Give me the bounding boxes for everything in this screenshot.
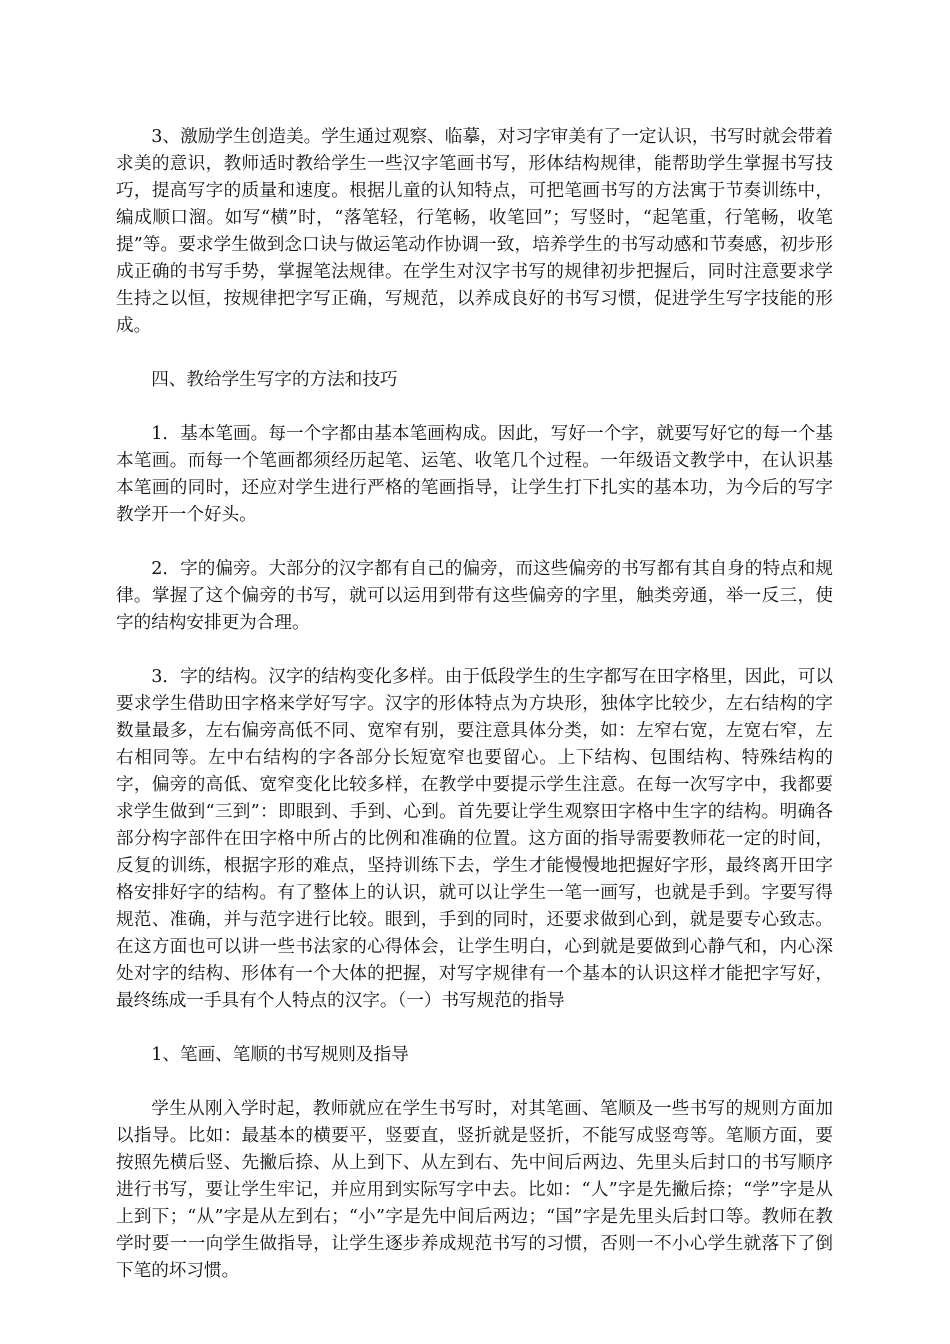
subheading-stroke-order: 1、笔画、笔顺的书写规则及指导 <box>151 1045 409 1065</box>
paragraph-radicals: 2．字的偏旁。大部分的汉字都有自己的偏旁，而这些偏旁的书写都有其自身的特点和规律。掌握了这个偏旁的书写，就可以运用到带有这些偏旁的字里，触类旁通，举一反三，使字的结构安排更为合理。 <box>116 559 833 633</box>
paragraph-encourage-beauty: 3、激励学生创造美。学生通过观察、临摹，对习字审美有了一定认识，书写时就会带着求美的意识，教师适时教给学生一些汉字笔画书写，形体结构规律，能帮助学生掌握书写技巧，提高写字的质量和速度。根据儿童的认知特点，可把笔画书写的方法寓于节奏训练中，编成顺口溜。如写“横”时，“落笔轻，行笔畅，收笔回”；写竖时，“起笔重，行笔畅，收笔提”等。要求学生做到念口诀与做运笔动作协调一致，培养学生的书写动感和节奏感，初步形成正确的书写手势，掌握笔法规律。在学生对汉字书写的规律初步把握后，同时注意要求学生持之以恒，按规律把字写正确，写规范，以养成良好的书写习惯，促进学生写字技能的形成。 <box>116 127 833 336</box>
document-body <box>116 124 833 1312</box>
paragraph-basic-strokes: 1．基本笔画。每一个字都由基本笔画构成。因此，写好一个字，就要写好它的每一个基本笔画。而每一个笔画都须经历起笔、运笔、收笔几个过程。一年级语文教学中，在认识基本笔画的同时，还应对学生进行严格的笔画指导，让学生打下扎实的基本功，为今后的写字教学开一个好头。 <box>116 424 833 525</box>
section-heading-methods: 四、教给学生写字的方法和技巧 <box>151 370 398 390</box>
paragraph-stroke-order-guidance: 学生从刚入学时起，教师就应在学生书写时，对其笔画、笔顺及一些书写的规则方面加以指导。比如：最基本的横要平，竖要直，竖折就是竖折，不能写成竖弯等。笔顺方面，要按照先横后竖、先撇后捺、从上到下、从左到右、先中间后两边、先里头后封口的书写顺序进行书写，要让学生牢记，并应用到实际写字中去。比如：“人”字是先撇后捺；“学”字是从上到下；“从”字是从左到右；“小”字是先中间后两边；“国”字是先里头后封口等。教师在教学时要一一向学生做指导，让学生逐步养成规范书写的习惯，否则一不小心学生就落下了倒下笔的坏习惯。 <box>116 1099 833 1281</box>
paragraph-structure: 3．字的结构。汉字的结构变化多样。由于低段学生的生字都写在田字格里，因此，可以要求学生借助田字格来学好写字。汉字的形体特点为方块形，独体字比较少，左右结构的字数量最多，左右偏旁高低不同、宽窄有别，要注意具体分类，如：左窄右宽，左宽右窄，左右相同等。左中右结构的字各部分长短宽窄也要留心。上下结构、包围结构、特殊结构的字，偏旁的高低、宽窄变化比较多样，在教学中要提示学生注意。在每一次写字中，我都要求学生做到“三到”：即眼到、手到、心到。首先要让学生观察田字格中生字的结构。明确各部分构字部件在田字格中所占的比例和准确的位置。这方面的指导需要教师花一定的时间，反复的训练，根据字形的难点，坚持训练下去，学生才能慢慢地把握好字形，最终离开田字格安排好字的结构。有了整体上的认识，就可以让学生一笔一画写，也就是手到。字要写得规范、准确，并与范字进行比较。眼到，手到的同时，还要求做到心到，就是要专心致志。在这方面也可以讲一些书法家的心得体会，让学生明白，心到就是要做到心静气和，内心深处对字的结构、形体有一个大体的把握，对写字规律有一个基本的认识这样才能把字写好，最终练成一手具有个人特点的汉字。（一）书写规范的指导 <box>116 667 833 1011</box>
